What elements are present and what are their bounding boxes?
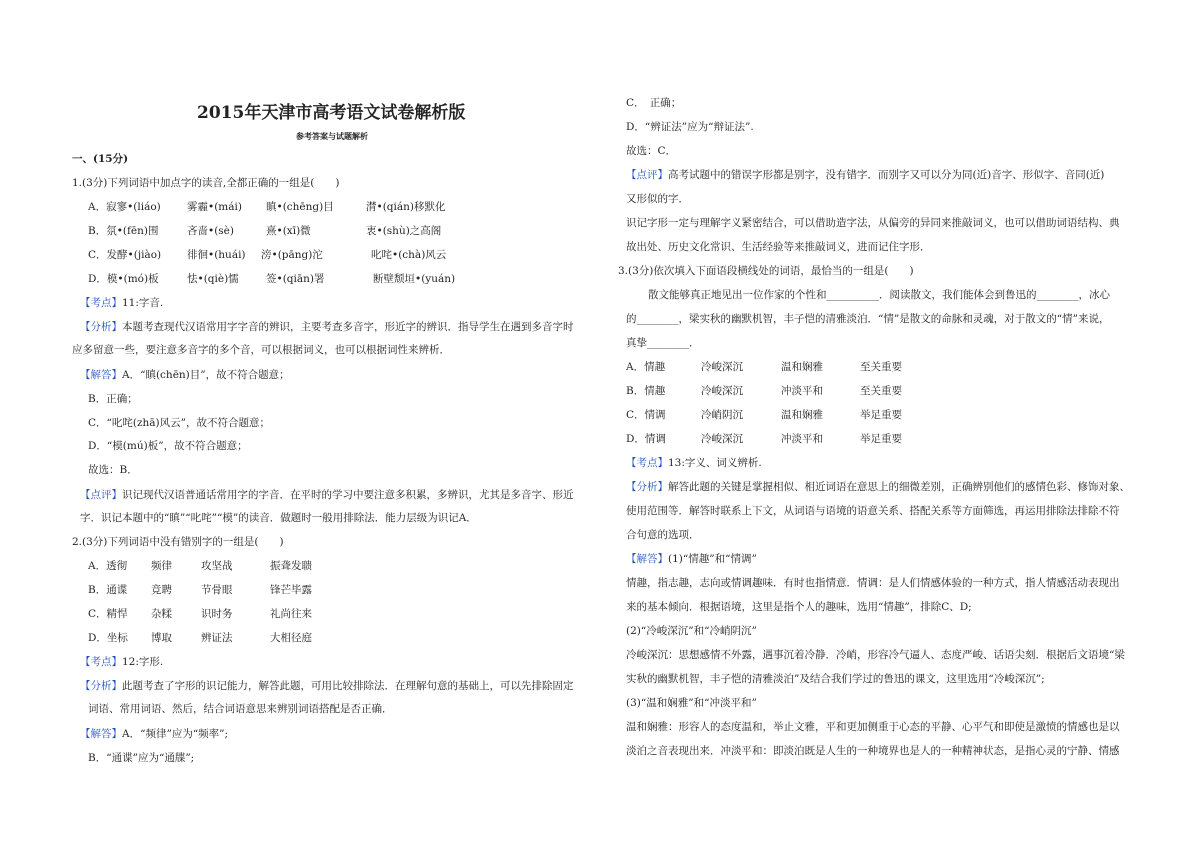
fenxi-tag: 【分析】: [626, 481, 668, 493]
kaodian-tag: 【考点】: [80, 656, 122, 668]
kaodian-text: 12:字形.: [122, 656, 164, 668]
q2-option-c-4: 礼尚往来: [270, 608, 312, 620]
q3-passage-3: 真挚________．: [626, 337, 700, 349]
kaodian-tag: 【考点】: [626, 457, 668, 469]
q3-jieda-5: 冷峻深沉：思想感情不外露，遇事沉着冷静．冷峭，形容冷气逼人、态度严峻、话语尖刻．根据后文语境“梁: [626, 649, 1125, 661]
q1-option-c-3: 滂•(pāng)沱: [261, 249, 323, 261]
dianping-text: 识记现代汉语普通话常用字的字音．在平时的学习中要注意多积累，多辨识，尤其是多音字、形近: [122, 489, 574, 501]
q2-dianping-cont: 又形似的字．: [626, 193, 689, 205]
q3-option-a-2: 冷峻深沉: [701, 361, 743, 373]
q3-jieda-4: (2)“冷峻深沉”和“冷峭阴沉”: [626, 625, 757, 637]
jieda-tag: 【解答】: [626, 553, 668, 565]
q2-option-a-3: 攻坚战: [201, 560, 233, 572]
q1-option-a-1: A．寂寥•(liáo): [88, 201, 161, 213]
q3-jieda-8: 温和娴雅：形容人的态度温和，举止文雅，平和更加侧重于心态的平静、心平气和即使是激愤的情感也是以: [626, 721, 1120, 733]
q3-option-c-3: 温和娴雅: [781, 409, 823, 421]
fenxi-text: 本题考查现代汉语常用字字音的辨识，主要考查多音字，形近字的辨识．指导学生在遇到多音字时: [122, 321, 574, 333]
q2-option-b-1: B．通谍: [88, 584, 128, 596]
q3-fenxi-3: 合句意的选项．: [626, 529, 700, 541]
q1-option-b-2: 吝啬•(sè): [187, 225, 234, 237]
q1-dianping-cont: 字．识记本题中的“瞋”“叱咤”“模”的读音．做题时一般用排除法．能力层级为识记A．: [80, 512, 477, 524]
q1-stem: 1.(3分)下列词语中加点字的读音,全都正确的一组是( ): [72, 177, 340, 189]
fenxi-tag: 【分析】: [80, 680, 122, 692]
q1-jieda-d: D．“模(mú)板”，故不符合题意；: [88, 440, 248, 452]
q2-dianping-3: 识记字形一定与理解字义紧密结合，可以借助造字法，从偏旁的异同来推敲词义，也可以借助词语结构、典: [626, 217, 1120, 229]
q3-stem: 3.(3分)依次填入下面语段横线处的词语，最恰当的一组是( ): [618, 265, 914, 277]
q1-option-d-1: D．模•(mó)板: [88, 273, 159, 285]
q1-option-a-3: 瞋•(chēng)目: [266, 201, 334, 213]
q2-option-c-3: 识时务: [201, 608, 233, 620]
q3-option-b-2: 冷峻深沉: [701, 385, 743, 397]
q2-jieda-c: C． 正确；: [626, 97, 682, 109]
q1-fenxi-cont: 应多留意一些，要注意多音字的多个音，可以根据词义，也可以根据词性来辨析．: [72, 344, 450, 356]
q3-jieda-2: 情趣，指志趣，志向或情调趣味．有时也指情意．情调：是人们情感体验的一种方式，指人情感活动表现出: [626, 577, 1120, 589]
q1-option-d-4: 断壁颓垣•(yuán): [373, 273, 456, 285]
q2-option-a-2: 频律: [151, 560, 172, 572]
q3-jieda-9: 淡泊之音表现出来．冲淡平和：即淡泊既是人生的一种境界也是人的一种精神状态，是指心灵的宁静、情感: [626, 745, 1120, 757]
q2-dianping: [626, 168, 1104, 182]
q2-option-a-1: A．透彻: [88, 560, 128, 572]
q3-option-d-1: D．情调: [626, 433, 666, 445]
q3-option-b-3: 冲淡平和: [781, 385, 823, 397]
q2-kaodian: [80, 655, 163, 669]
q1-option-b-4: 衷•(shù)之高阁: [366, 225, 442, 237]
q3-jieda: [626, 552, 757, 566]
q1-fenxi: [80, 320, 574, 334]
q1-option-c-4: 叱咤•(chà)风云: [371, 249, 447, 261]
kaodian-tag: 【考点】: [80, 297, 122, 309]
q1-option-a-4: 潸•(qián)移默化: [366, 201, 446, 213]
q1-jieda-b: B．正确；: [88, 393, 138, 405]
q3-passage-2: 的________，梁实秋的幽默机智，丰子恺的清雅淡泊．“情”是散文的命脉和灵魂，对于散文的“情”来说，: [626, 313, 1110, 325]
fenxi-text: 此题考查了字形的识记能力，解答此题，可用比较排除法．在理解句意的基础上，可以先排除固定: [122, 680, 574, 692]
q2-jieda-d: D．“辨证法”应为“辩证法”.: [626, 121, 754, 133]
q3-kaodian: [626, 456, 762, 470]
q1-option-a-2: 雾霾•(mái): [187, 201, 242, 213]
q3-option-c-1: C．情调: [626, 409, 666, 421]
q3-jieda-3: 来的基本倾向．根据语境，这里是指个人的趣味，选用“情趣”，排除C、D;: [626, 601, 972, 613]
q3-fenxi-2: 使用范围等．解答时联系上下文，从词语与语境的语意关系、搭配关系等方面筛选，再运用排除法排除不符: [626, 505, 1120, 517]
kaodian-text: 11:字音.: [122, 297, 164, 309]
fenxi-text: 解答此题的关键是掌握相似、相近词语在意思上的细微差别，正确辨别他们的感情色彩、修饰对象、: [668, 481, 1130, 493]
q3-option-a-4: 至关重要: [860, 361, 902, 373]
q3-jieda-6: 实秋的幽默机智，丰子恺的清雅淡泊”及结合我们学过的鲁迅的课文，这里选用“冷峻深沉”;: [626, 673, 1045, 685]
page-title: 2015年天津市高考语文试卷解析版: [197, 103, 466, 123]
jieda-tag: 【解答】: [80, 728, 122, 740]
q2-option-b-3: 节骨眼: [201, 584, 233, 596]
dianping-text: 高考试题中的错误字形都是别字，没有错字．而别字又可以分为同(近)音字、形似字、音同(近): [668, 169, 1105, 181]
q1-option-b-3: 熹•(xī)微: [266, 225, 311, 237]
q2-option-d-3: 辨证法: [201, 632, 233, 644]
q3-option-a-3: 温和娴雅: [781, 361, 823, 373]
q3-option-c-4: 举足重要: [860, 409, 902, 421]
page-subtitle: 参考答案与试题解析: [296, 131, 368, 141]
q2-fenxi: [80, 679, 574, 693]
q2-option-d-2: 博取: [151, 632, 172, 644]
q1-option-d-2: 怯•(qiè)懦: [187, 273, 239, 285]
q1-answer: 故选：B．: [88, 464, 138, 476]
q2-jieda-b: B．“通谍”应为“通牒”;: [88, 752, 195, 764]
jieda-text: (1)“情趣”和“情调”: [668, 553, 757, 565]
q1-kaodian: [80, 296, 163, 310]
q3-jieda-7: (3)“温和娴雅”和“冲淡平和”: [626, 697, 757, 709]
dianping-tag: 【点评】: [80, 489, 122, 501]
q2-answer: 故选：C．: [626, 145, 677, 157]
jieda-text: A．“频律”应为“频率”;: [122, 728, 229, 740]
q1-option-c-1: C．发酵•(jiào): [88, 249, 162, 261]
q2-stem: 2.(3分)下列词语中没有错别字的一组是( ): [72, 536, 284, 548]
q2-jieda: [80, 727, 228, 741]
section-header: 一、(15分): [72, 153, 129, 165]
dianping-tag: 【点评】: [626, 169, 668, 181]
q2-fenxi-cont: 词语、常用词语、然后，结合词语意思来辨别词语搭配是否正确．: [88, 703, 393, 715]
q2-dianping-4: 故出处、历史文化常识、生活经验等来推敲词义，进而记住字形．: [626, 241, 931, 253]
q3-option-d-2: 冷峻深沉: [701, 433, 743, 445]
jieda-tag: 【解答】: [80, 369, 122, 381]
q1-option-d-3: 签•(qiān)署: [266, 273, 325, 285]
q2-option-c-1: C．精悍: [88, 608, 128, 620]
q3-option-c-2: 冷峭阴沉: [701, 409, 743, 421]
q2-option-d-1: D．坐标: [88, 632, 128, 644]
jieda-text: A．“瞋(chēn)目”，故不符合题意；: [122, 369, 290, 381]
fenxi-tag: 【分析】: [80, 321, 122, 333]
q2-option-b-2: 竞聘: [151, 584, 172, 596]
q1-option-c-2: 徘徊•(huái): [187, 249, 246, 261]
q2-option-d-4: 大相径庭: [270, 632, 312, 644]
q2-option-a-4: 振聋发聩: [270, 560, 312, 572]
q3-option-d-4: 举足重要: [860, 433, 902, 445]
q1-jieda: [80, 368, 290, 382]
q2-option-b-4: 锋芒毕露: [270, 584, 312, 596]
kaodian-text: 13:字义、词义辨析.: [668, 457, 762, 469]
q3-fenxi: [626, 480, 1130, 494]
q3-option-d-3: 冲淡平和: [781, 433, 823, 445]
q3-option-a-1: A．情趣: [626, 361, 666, 373]
q3-passage-1: 散文能够真正地见出一位作家的个性和__________．阅读散文，我们能体会到鲁迅的________，冰心: [648, 289, 1110, 301]
q1-dianping: [80, 488, 574, 502]
q2-option-c-2: 杂糅: [151, 608, 172, 620]
q1-option-b-1: B．氛•(fēn)围: [88, 225, 159, 237]
q3-option-b-4: 至关重要: [860, 385, 902, 397]
q1-jieda-c: C．“叱咤(zhā)风云”，故不符合题意；: [88, 417, 271, 429]
q3-option-b-1: B．情趣: [626, 385, 666, 397]
